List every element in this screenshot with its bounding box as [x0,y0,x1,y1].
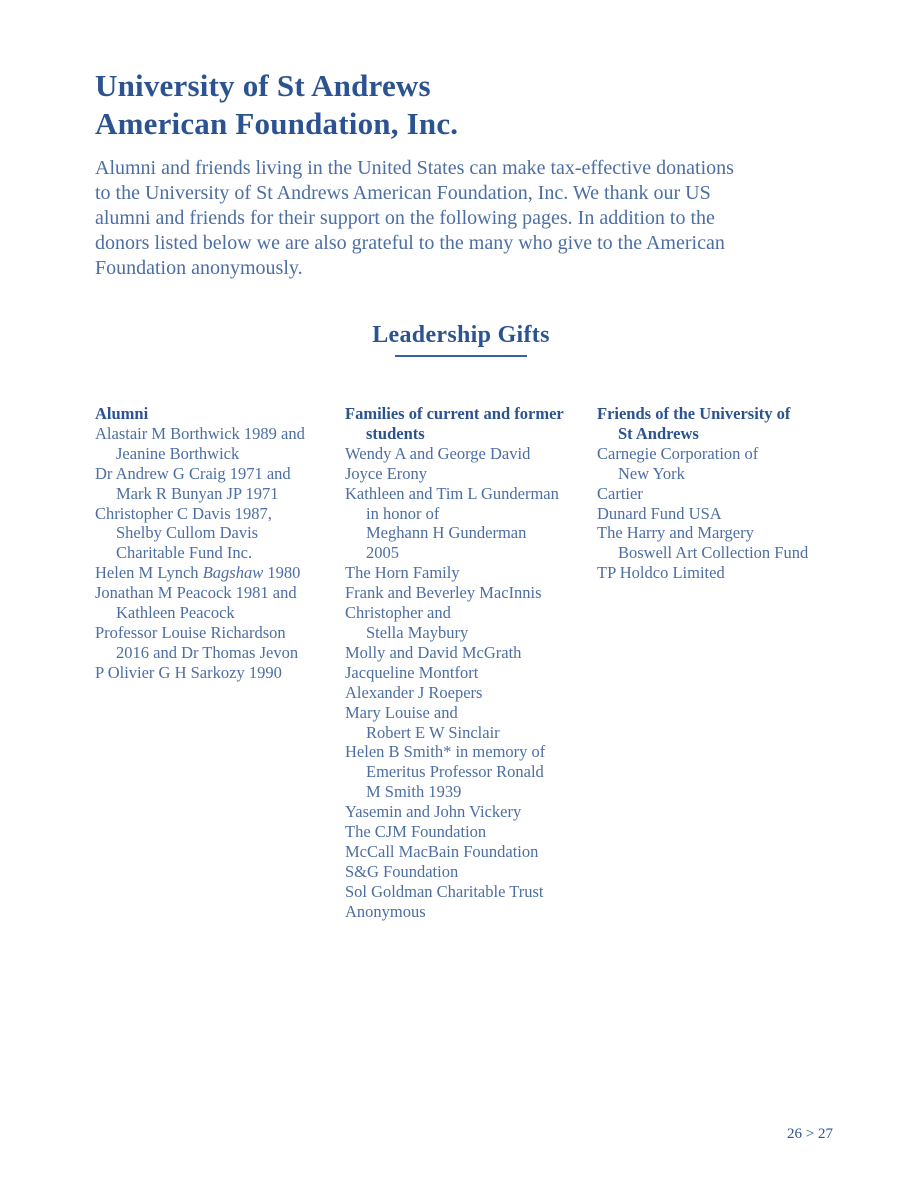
list-item [345,842,597,862]
list-item [345,902,597,922]
text-line: Alumni [95,404,149,423]
text-line: M Smith 1939 [366,782,462,802]
column-heading [597,404,882,444]
list-item [95,504,345,564]
list-item [597,523,882,563]
donor-columns [95,404,882,922]
text-line: 2005 [366,543,399,563]
text-line: Jacqueline Montfort [345,662,479,682]
list-item [345,464,597,484]
text-line: Stella Maybury [366,622,469,642]
text-line: Jeanine Borthwick [116,443,240,463]
text-line: 2016 and Dr Thomas Jevon [116,642,299,662]
text-line: Joyce Erony [345,463,428,483]
text-line: TP Holdco Limited [597,563,725,583]
text-line: Carnegie Corporation of [597,443,759,463]
text-line: Charitable Fund Inc. [116,543,253,563]
list-item [95,623,345,663]
text-line: Alastair M Borthwick 1989 and [95,423,305,443]
text-line: Robert E W Sinclair [366,722,500,742]
donor-column [95,404,345,683]
heading-underline [395,355,527,357]
text-line: Christopher and [345,603,451,623]
list-item [95,663,345,683]
intro-line: Foundation anonymously. [95,257,303,279]
text-line: S&G Foundation [345,861,459,881]
text-line: Frank and Beverley MacInnis [345,583,542,603]
text-line: Professor Louise Richardson [95,622,286,642]
text-line: Helen M Lynch Bagshaw 1980 [95,563,301,583]
text-line: Shelby Cullom Davis [116,523,259,543]
list-item [95,464,345,504]
text-line: Mary Louise and [345,702,458,722]
list-item [95,563,345,583]
list-item [345,663,597,683]
column-heading [345,404,597,444]
text-line: Dunard Fund USA [597,503,722,523]
text-line: Dr Andrew G Craig 1971 and [95,463,291,483]
donor-column [597,404,882,583]
text-line: Yasemin and John Vickery [345,802,522,822]
text-line: in honor of [366,503,440,523]
page-title [95,67,458,143]
list-item [345,444,597,464]
list-item [95,583,345,623]
list-item [597,504,882,524]
section-heading: Leadership Gifts [372,322,550,348]
text-line: Christopher C Davis 1987, [95,503,272,523]
list-item [345,862,597,882]
text-line: Jonathan M Peacock 1981 and [95,583,297,603]
list-item [345,603,597,643]
text-line: students [366,423,425,443]
text-line: P Olivier G H Sarkozy 1990 [95,662,282,682]
text-line: Cartier [597,483,643,503]
text-line: Helen B Smith* in memory of [345,742,546,762]
list-item [345,643,597,663]
text-line: Sol Goldman Charitable Trust [345,881,544,901]
page-title-line-2: American Foundation, Inc. [95,105,459,141]
list-item [597,563,882,583]
text-line: Alexander J Roepers [345,682,483,702]
intro-line: alumni and friends for their support on the following pages. In addition to the [95,207,715,229]
list-item [597,444,882,484]
text-line: Meghann H Gunderman [366,523,527,543]
intro-line: to the University of St Andrews American Foundation, Inc. We thank our US [95,182,711,204]
list-item [345,583,597,603]
list-item [345,822,597,842]
list-item [345,683,597,703]
text-line: Wendy A and George David [345,443,531,463]
text-line: St Andrews [618,423,699,443]
text-line: Kathleen Peacock [116,603,235,623]
text-line: Molly and David McGrath [345,642,522,662]
text-line: Kathleen and Tim L Gunderman [345,483,559,503]
donor-column [345,404,597,922]
page-number: 26 > 27 [787,1126,833,1142]
list-item [95,424,345,464]
list-item [345,703,597,743]
intro-line: Alumni and friends living in the United States can make tax-effective donations [95,157,734,179]
text-line: The CJM Foundation [345,822,487,842]
intro-paragraph [95,156,734,281]
page-title-line-1: University of St Andrews [95,67,431,103]
text-line: The Horn Family [345,563,460,583]
list-item [597,484,882,504]
text-line: McCall MacBain Foundation [345,841,539,861]
text-line: Anonymous [345,901,426,921]
text-line: Mark R Bunyan JP 1971 [116,483,279,503]
text-line: The Harry and Margery [597,523,754,543]
list-item [345,882,597,902]
text-line: Families of current and former [345,404,564,423]
list-item [345,742,597,802]
text-line: New York [618,463,685,483]
text-line: Boswell Art Collection Fund [618,543,809,563]
list-item [345,802,597,822]
text-line: Emeritus Professor Ronald [366,762,544,782]
text-line: Friends of the University of [597,404,791,423]
intro-line: donors listed below we are also grateful to the many who give to the American [95,232,725,254]
column-heading [95,404,345,424]
section-heading-block [95,322,827,357]
list-item [345,484,597,564]
list-item [345,563,597,583]
